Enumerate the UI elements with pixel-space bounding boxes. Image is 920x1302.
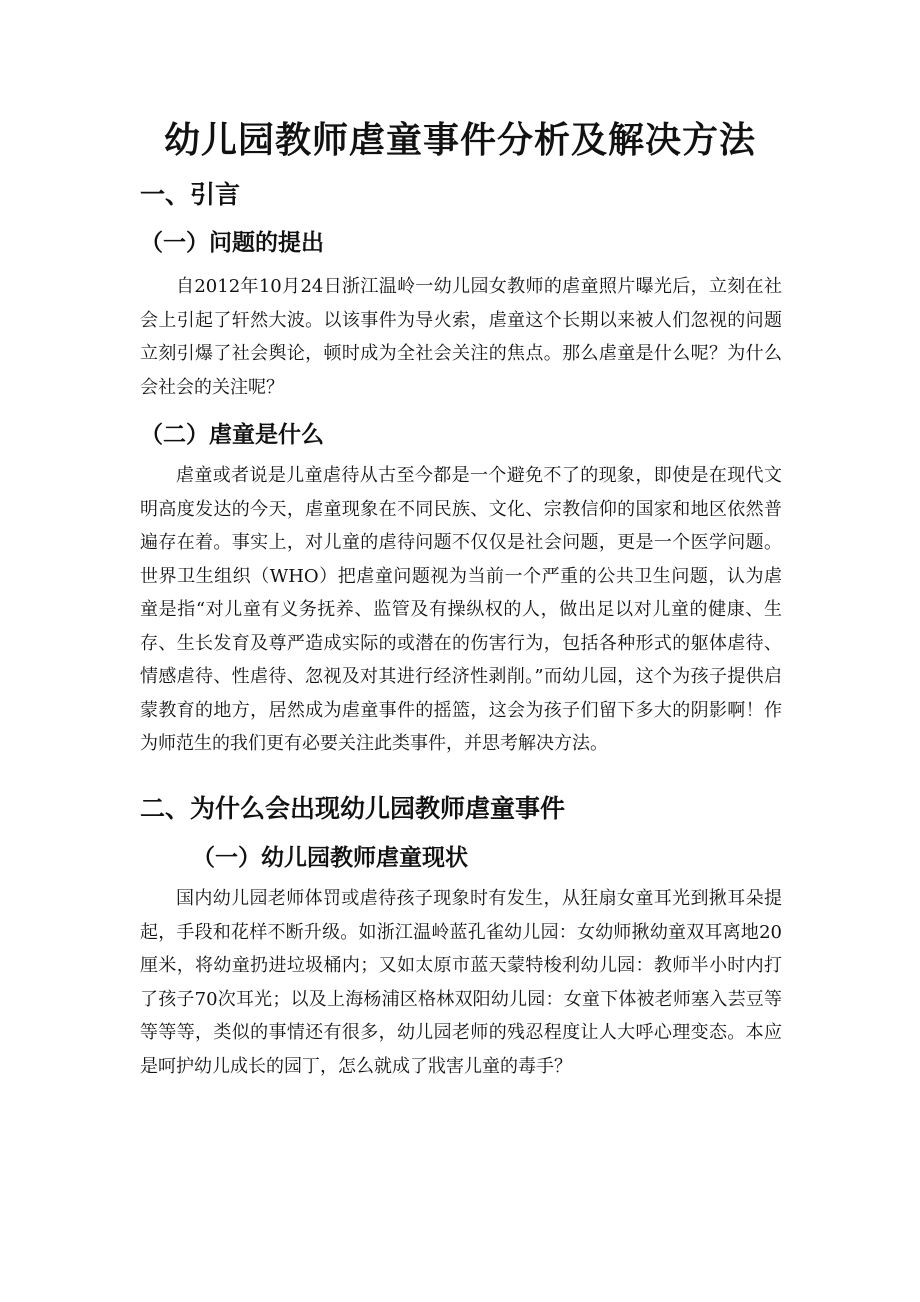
subsection-heading-current-situation: （一）幼儿园教师虐童现状	[192, 845, 468, 871]
subsection-heading-what-is-child-abuse: （二）虐童是什么	[140, 422, 324, 448]
paragraph-what-is-child-abuse: 虐童或者说是儿童虐待从古至今都是一个避免不了的现象，即使是在现代文明高度发达的今天，虐童现象在不同民族、文化、宗教信仰的国家和地区依然普遍存在着。事实上，对儿童的虐待问题不仅仅是社会问题，更是一个医学问题。世界卫生组织（WHO）把虐童问题视为当前一个严重的公共卫生问题，认为虐童是指“对儿童有义务抚养、监管及有操纵权的人，做出足以对儿童的健康、生存、生长发育及尊严造成实际的或潜在的伤害行为，包括各种形式的躯体虐待、情感虐待、性虐待、忽视及对其进行经济性剥削。”而幼儿园，这个为孩子提供启蒙教育的地方，居然成为虐童事件的摇篮，这会为孩子们留下多大的阴影啊！作为师范生的我们更有必要关注此类事件，并思考解决方法。	[140, 465, 782, 754]
section-heading-why-abuse-occurs: 二、为什么会出现幼儿园教师虐童事件	[140, 794, 566, 823]
document-title: 幼儿园教师虐童事件分析及解决方法	[163, 120, 756, 161]
subsection-heading-problem-raised: （一）问题的提出	[140, 230, 324, 256]
paragraph-problem-raised: 自2012年10月24日浙江温岭一幼儿园女教师的虐童照片曝光后，立刻在社会上引起了轩然大波。以该事件为导火索，虐童这个长期以来被人们忽视的问题立刻引爆了社会舆论，顿时成为全社会关注的焦点。那么虐童是什么呢？为什么会社会的关注呢？	[140, 276, 782, 398]
section-heading-introduction: 一、引言	[140, 180, 241, 209]
paragraph-current-situation: 国内幼儿园老师体罚或虐待孩子现象时有发生，从狂扇女童耳光到揪耳朵提起，手段和花样不断升级。如浙江温岭蓝孔雀幼儿园：女幼师揪幼童双耳离地20厘米，将幼童扔进垃圾桶内；又如太原市蓝天蒙特梭利幼儿园：教师半小时内打了孩子70次耳光；以及上海杨浦区格林双阳幼儿园：女童下体被老师塞入芸豆等等等等，类似的事情还有很多，幼儿园老师的残忍程度让人大呼心理变态。本应是呵护幼儿成长的园丁，怎么就成了戕害儿童的毒手？	[140, 888, 782, 1077]
